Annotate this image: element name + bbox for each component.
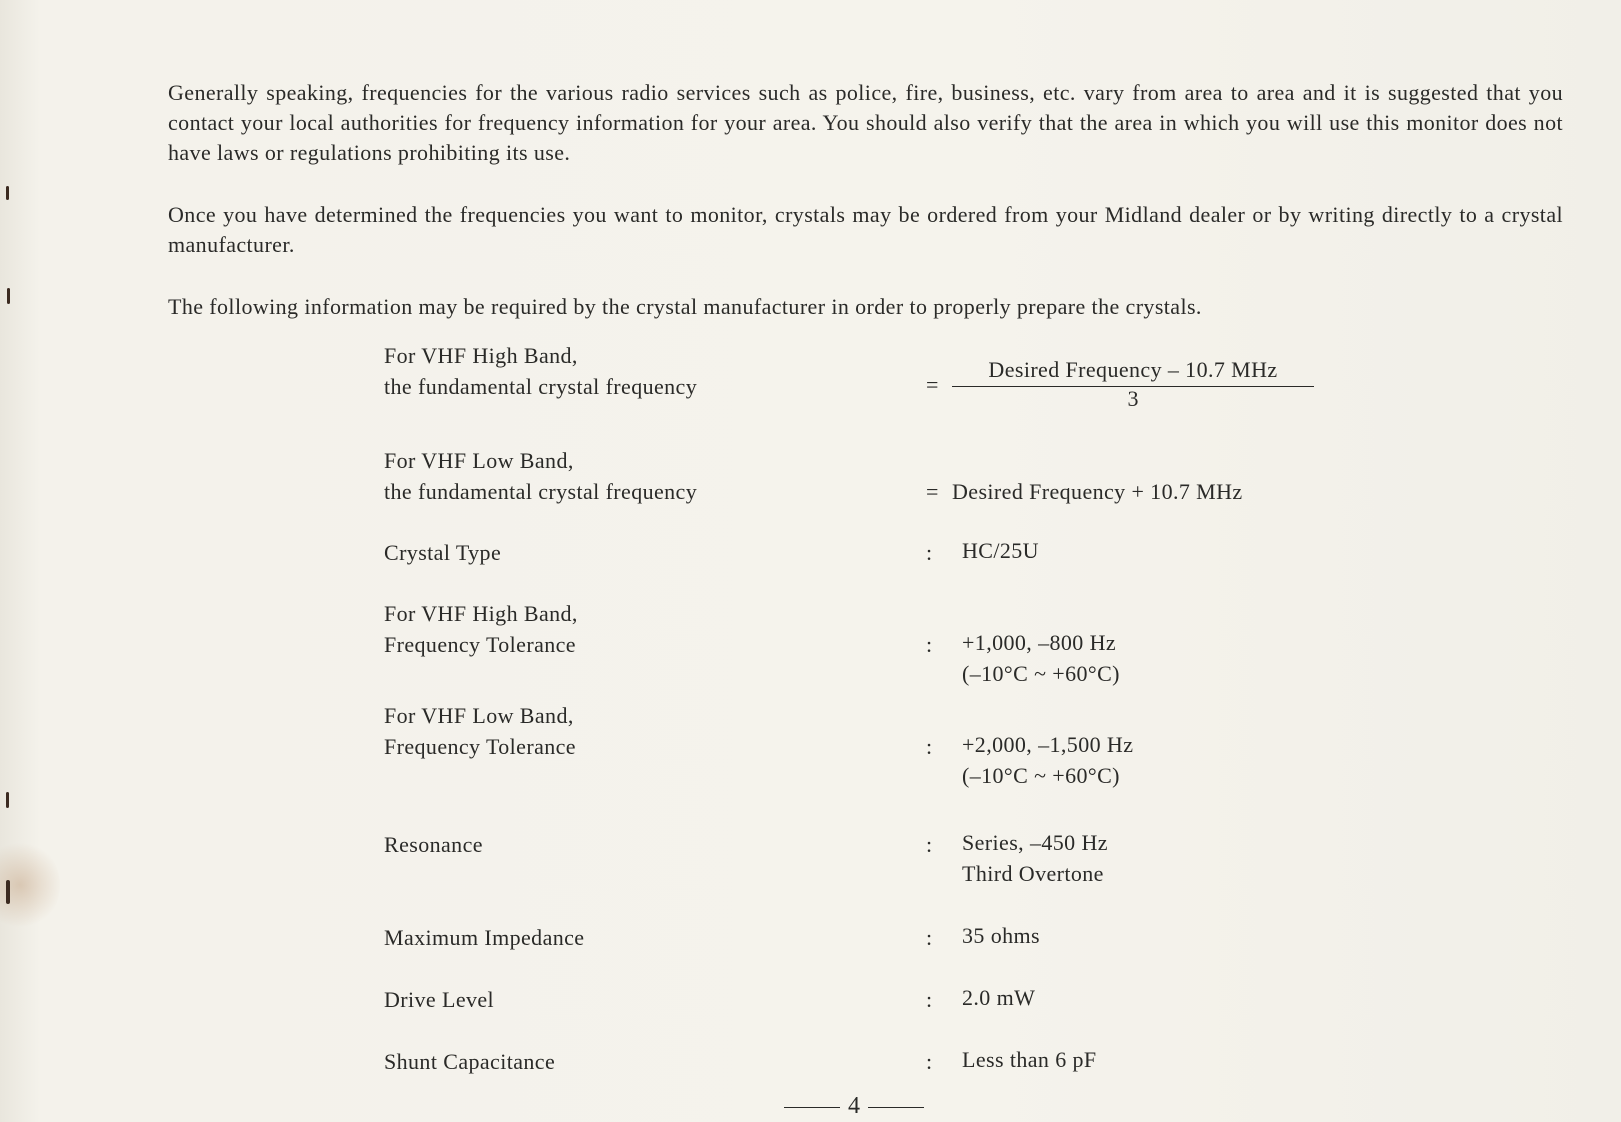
colon-separator: : [926,540,933,565]
crystal-frequency-fraction [952,356,1314,411]
max-impedance-label: Maximum Impedance [384,925,585,950]
drive-level-value: 2.0 mW [962,985,1036,1010]
page-number-text: 4 [848,1093,860,1119]
resonance-value-line1: Series, –450 Hz [962,830,1108,855]
vhf-high-crystal-label-line1: For VHF High Band, [384,343,578,368]
shunt-capacitance-label: Shunt Capacitance [384,1049,556,1074]
page-number-rule-right [868,1107,924,1108]
vhf-low-tolerance-value [962,729,1133,791]
vhf-high-tolerance-value-line2: (–10°C ~ +60°C) [962,661,1120,686]
colon-separator: : [926,832,933,857]
ordering-paragraph: Once you have determined the frequencies you want to monitor, crystals may be ordered from your Midland dealer or by writing directly to a crystal manufacturer. [168,202,1563,257]
vhf-high-crystal-label [384,340,904,402]
vhf-low-tolerance-label-line1: For VHF Low Band, [384,703,574,728]
vhf-low-crystal-label-line1: For VHF Low Band, [384,448,574,473]
page-number [772,1092,936,1120]
colon-separator: : [926,734,933,759]
vhf-high-crystal-label-line2: the fundamental crystal frequency [384,374,698,399]
vhf-low-crystal-label-line2: the fundamental crystal frequency [384,479,698,504]
crystal-type-value: HC/25U [962,538,1039,563]
page-number-rule-left [784,1107,840,1108]
paper-speck [6,792,9,808]
paper-speck [6,186,9,200]
resonance-value-line2: Third Overtone [962,861,1104,886]
vhf-low-tolerance-value-line2: (–10°C ~ +60°C) [962,763,1120,788]
shunt-capacitance-value: Less than 6 pF [962,1047,1097,1072]
resonance-value [962,827,1108,889]
colon-separator: : [926,1049,933,1074]
colon-separator: : [926,987,933,1012]
resonance-label: Resonance [384,832,483,857]
vhf-low-crystal-value: Desired Frequency + 10.7 MHz [952,479,1243,504]
crystal-type-label: Crystal Type [384,540,502,565]
vhf-high-tolerance-value-line1: +1,000, –800 Hz [962,630,1117,655]
vhf-low-crystal-label [384,445,904,507]
fraction-numerator: Desired Frequency – 10.7 MHz [952,356,1314,387]
equals-sign: = [926,372,939,397]
vhf-high-tolerance-value [962,627,1120,689]
intro-paragraph: Generally speaking, frequencies for the various radio services such as police, fire, business, etc. vary from area to area and it is suggested that you contact your local authorities for frequency information for your area. You should also verify that the area in which you will use this monitor does not have laws or regulations prohibiting its use. [168,80,1563,165]
colon-separator: : [926,632,933,657]
vhf-high-tolerance-label-line1: For VHF High Band, [384,601,578,626]
vhf-low-tolerance-label-line2: Frequency Tolerance [384,734,576,759]
drive-level-label: Drive Level [384,987,495,1012]
vhf-low-tolerance-value-line1: +2,000, –1,500 Hz [962,732,1134,757]
equals-sign: = [926,479,939,504]
fraction-denominator: 3 [1127,386,1139,411]
colon-separator: : [926,925,933,950]
paper-speck [6,880,10,904]
max-impedance-value: 35 ohms [962,923,1040,948]
vhf-high-tolerance-label-line2: Frequency Tolerance [384,632,576,657]
paper-speck [7,288,10,304]
requirements-paragraph: The following information may be required by the crystal manufacturer in order to properly prepare the crystals. [168,294,1202,319]
vhf-low-tolerance-label [384,700,904,762]
vhf-high-tolerance-label [384,598,904,660]
